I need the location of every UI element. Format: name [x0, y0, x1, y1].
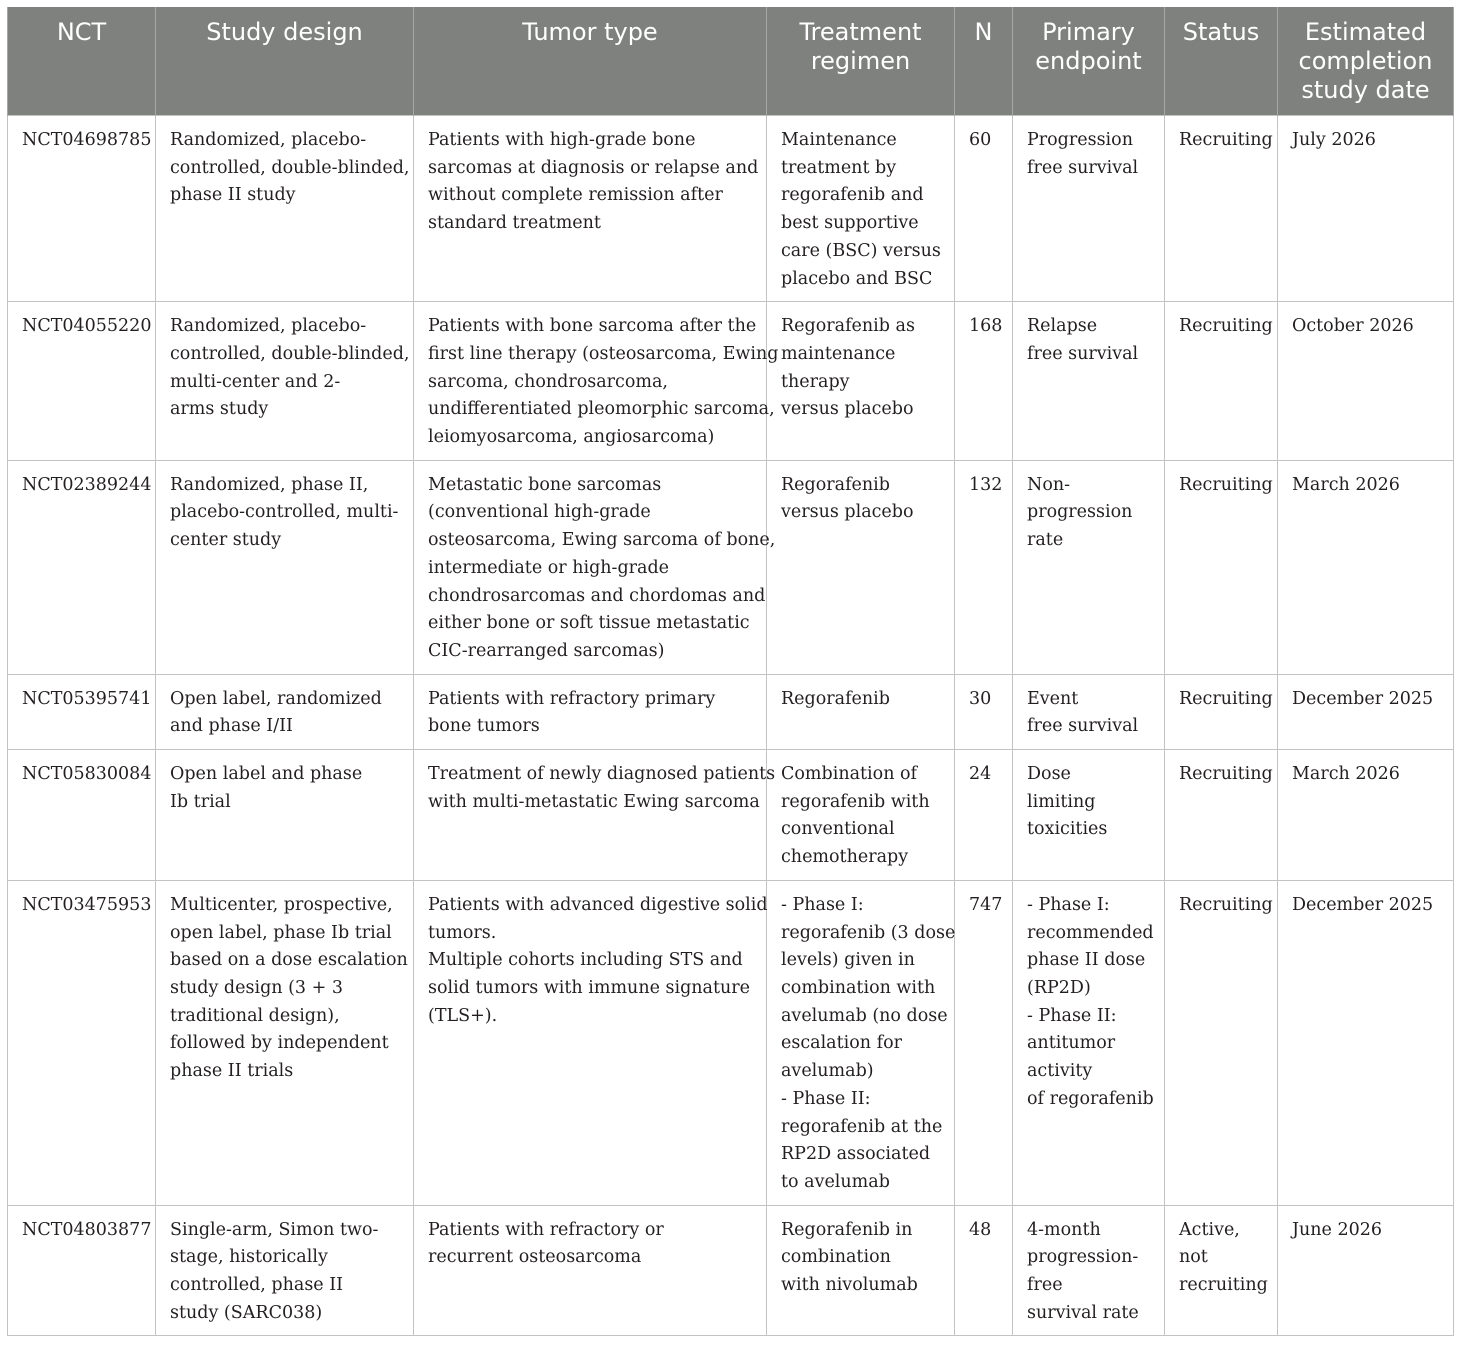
cell-text-line: regorafenib and — [781, 185, 924, 206]
cell-text-line: Regorafenib — [781, 688, 890, 709]
cell-completion-date — [1278, 116, 1454, 302]
table-row — [8, 460, 1454, 674]
cell-primary-endpoint — [1013, 1205, 1165, 1336]
cell-status — [1165, 750, 1278, 881]
cell-tumor-type — [414, 750, 776, 881]
cell-text-line: sarcoma, chondrosarcoma, — [428, 371, 668, 392]
cell-text-line: free survival — [1027, 157, 1139, 178]
cell-text-line: 132 — [969, 474, 1003, 495]
header-primary-endpoint — [1013, 7, 1165, 116]
cell-text-line: conventional — [781, 819, 895, 840]
cell-text-line: avelumab (no dose — [781, 1005, 948, 1026]
cell-n — [955, 116, 1013, 302]
cell-text-line: Multicenter, prospective, — [170, 894, 393, 915]
cell-text-line: Recruiting — [1179, 764, 1273, 785]
cell-tumor-type — [414, 116, 767, 302]
cell-text-line: October 2026 — [1292, 316, 1414, 337]
cell-text-line: regorafenib with — [781, 791, 930, 812]
header-text-line: Treatment — [799, 18, 922, 46]
cell-study-design — [156, 880, 414, 1205]
cell-text-line: Relapse — [1027, 316, 1098, 337]
cell-text-line: and phase I/II — [170, 716, 293, 737]
cell-text-line: 747 — [969, 894, 1003, 915]
cell-text-line: of regorafenib — [1027, 1088, 1154, 1109]
header-text-line: completion — [1298, 47, 1433, 75]
cell-text-line: best supportive — [781, 213, 919, 234]
cell-n — [955, 302, 1013, 461]
cell-tumor-type — [414, 460, 776, 674]
cell-treatment-regimen — [767, 302, 955, 461]
cell-text-line: - Phase II: — [781, 1088, 871, 1109]
header-tumor-type — [414, 7, 767, 116]
cell-text-line: intermediate or high-grade — [428, 557, 670, 578]
cell-text-line: combination — [781, 1247, 891, 1268]
header-n — [955, 7, 1013, 116]
header-text-line: study date — [1301, 76, 1430, 104]
cell-text-line: regorafenib at the — [781, 1116, 943, 1137]
cell-text-line: Patients with refractory primary — [428, 688, 716, 709]
table-row — [8, 880, 1454, 1205]
cell-text-line: avelumab) — [781, 1061, 874, 1082]
cell-treatment-regimen — [767, 674, 955, 749]
cell-text-line: Randomized, placebo- — [170, 316, 367, 337]
cell-text-line: - Phase I: — [1027, 894, 1110, 915]
cell-text-line: July 2026 — [1292, 130, 1376, 150]
cell-text-line: (RP2D) — [1027, 977, 1091, 998]
cell-text-line: free survival — [1027, 343, 1139, 364]
cell-text-line: Recruiting — [1179, 894, 1273, 915]
cell-text-line: maintenance — [781, 343, 896, 364]
cell-completion-date — [1278, 460, 1454, 674]
cell-completion-date — [1278, 880, 1454, 1205]
table-row — [8, 750, 1454, 881]
cell-text-line: progression — [1027, 502, 1133, 523]
cell-text-line: NCT04055220 — [22, 316, 152, 337]
cell-text-line: December 2025 — [1292, 688, 1434, 709]
cell-tumor-type — [414, 302, 779, 461]
cell-text-line: followed by independent — [170, 1033, 389, 1054]
cell-text-line: toxicities — [1027, 819, 1108, 840]
cell-text-line: stage, historically — [170, 1247, 328, 1268]
cell-primary-endpoint — [1013, 674, 1165, 749]
cell-nct — [8, 116, 156, 302]
cell-nct — [8, 880, 156, 1205]
cell-text-line: free survival — [1027, 716, 1139, 737]
cell-completion-date — [1278, 302, 1454, 461]
header-text-line: N — [974, 18, 993, 46]
cell-text-line: 30 — [969, 688, 992, 709]
cell-text-line: multi-center and 2- — [170, 371, 341, 392]
cell-text-line: free — [1027, 1275, 1063, 1296]
header-row — [8, 7, 1454, 116]
cell-text-line: Randomized, phase II, — [170, 474, 369, 495]
cell-text-line: NCT02389244 — [22, 474, 152, 495]
cell-status — [1165, 674, 1278, 749]
cell-text-line: controlled, phase II — [170, 1275, 344, 1296]
cell-text-line: Event — [1027, 688, 1079, 709]
cell-text-line: placebo-controlled, multi- — [170, 502, 399, 523]
header-status — [1165, 7, 1278, 116]
cell-treatment-regimen — [767, 1205, 955, 1336]
cell-text-line: June 2026 — [1292, 1219, 1383, 1240]
cell-treatment-regimen — [767, 750, 955, 881]
cell-text-line: Recruiting — [1179, 474, 1273, 495]
cell-text-line: Ib trial — [170, 791, 231, 812]
cell-status — [1165, 302, 1278, 461]
cell-text-line: Multiple cohorts including STS and — [428, 950, 743, 971]
cell-text-line: undifferentiated pleomorphic sarcoma, — [428, 399, 775, 420]
cell-treatment-regimen — [767, 460, 955, 674]
cell-primary-endpoint — [1013, 750, 1165, 881]
cell-text-line: sarcomas at diagnosis or relapse and — [428, 157, 759, 178]
cell-text-line: phase II study — [170, 185, 296, 206]
cell-text-line: Maintenance — [781, 130, 897, 150]
cell-text-line: Progression — [1027, 130, 1133, 150]
cell-text-line: traditional design), — [170, 1005, 340, 1026]
cell-text-line: Active, — [1179, 1219, 1240, 1240]
cell-status — [1165, 880, 1278, 1205]
table-row — [8, 1205, 1454, 1336]
header-text-line: Study design — [206, 18, 363, 46]
cell-text-line: 168 — [969, 316, 1003, 337]
cell-text-line: not — [1179, 1247, 1208, 1268]
table-row — [8, 674, 1454, 749]
table-body — [8, 116, 1454, 1336]
cell-text-line: chondrosarcomas and chordomas and — [428, 585, 766, 606]
cell-text-line: - Phase I: — [781, 894, 864, 915]
cell-text-line: either bone or soft tissue metastatic — [428, 613, 750, 634]
cell-text-line: with multi-metastatic Ewing sarcoma — [428, 791, 760, 812]
cell-nct — [8, 674, 156, 749]
cell-text-line: open label, phase Ib trial — [170, 922, 392, 943]
cell-nct — [8, 750, 156, 881]
table-header — [8, 7, 1454, 116]
cell-n — [955, 880, 1013, 1205]
cell-text-line: March 2026 — [1292, 764, 1400, 785]
cell-text-line: escalation for — [781, 1033, 902, 1054]
cell-text-line: controlled, double-blinded, — [170, 157, 410, 178]
cell-text-line: versus placebo — [781, 399, 914, 420]
cell-status — [1165, 1205, 1278, 1336]
header-text-line: Status — [1182, 18, 1260, 46]
header-study-design — [156, 7, 414, 116]
cell-tumor-type — [414, 674, 767, 749]
header-text-line: endpoint — [1035, 47, 1142, 75]
cell-tumor-type — [414, 880, 767, 1205]
header-completion-date — [1278, 7, 1454, 116]
cell-text-line: versus placebo — [781, 502, 914, 523]
cell-study-design — [156, 302, 414, 461]
cell-text-line: Patients with advanced digestive solid — [428, 894, 768, 915]
cell-completion-date — [1278, 674, 1454, 749]
cell-text-line: antitumor — [1027, 1033, 1116, 1054]
cell-n — [955, 674, 1013, 749]
cell-text-line: study (SARC038) — [170, 1302, 323, 1323]
cell-text-line: RP2D associated — [781, 1144, 931, 1165]
cell-text-line: Recruiting — [1179, 130, 1273, 150]
cell-text-line: with nivolumab — [781, 1275, 918, 1296]
cell-text-line: treatment by — [781, 157, 897, 178]
cell-text-line: recruiting — [1179, 1275, 1268, 1296]
cell-text-line: controlled, double-blinded, — [170, 343, 410, 364]
cell-text-line: Patients with bone sarcoma after the — [428, 316, 757, 337]
cell-text-line: activity — [1027, 1061, 1093, 1082]
cell-text-line: March 2026 — [1292, 474, 1400, 495]
cell-treatment-regimen — [767, 116, 955, 302]
cell-text-line: Regorafenib as — [781, 316, 915, 337]
cell-text-line: Randomized, placebo- — [170, 130, 367, 150]
cell-nct — [8, 460, 156, 674]
cell-text-line: - Phase II: — [1027, 1005, 1117, 1026]
cell-primary-endpoint — [1013, 880, 1165, 1205]
cell-text-line: NCT03475953 — [22, 894, 152, 915]
cell-text-line: Open label, randomized — [170, 688, 382, 709]
cell-n — [955, 460, 1013, 674]
cell-n — [955, 1205, 1013, 1336]
cell-text-line: leiomyosarcoma, angiosarcoma) — [428, 427, 715, 448]
cell-study-design — [156, 674, 414, 749]
cell-nct — [8, 1205, 156, 1336]
cell-text-line: CIC-rearranged sarcomas) — [428, 640, 665, 661]
cell-text-line: Metastatic bone sarcomas — [428, 474, 662, 495]
cell-primary-endpoint — [1013, 460, 1165, 674]
cell-text-line: study design (3 + 3 — [170, 977, 343, 998]
header-treatment-regimen — [767, 7, 955, 116]
cell-text-line: care (BSC) versus — [781, 240, 941, 261]
cell-text-line: placebo and BSC — [781, 268, 933, 289]
cell-text-line: progression- — [1027, 1247, 1139, 1268]
cell-text-line: NCT04803877 — [22, 1219, 152, 1240]
cell-text-line: phase II dose — [1027, 950, 1146, 971]
cell-text-line: Open label and phase — [170, 764, 363, 785]
table-row — [8, 302, 1454, 461]
cell-text-line: Regorafenib in — [781, 1219, 913, 1240]
cell-text-line: first line therapy (osteosarcoma, Ewing — [428, 343, 779, 364]
cell-study-design — [156, 460, 414, 674]
table-row — [8, 116, 1454, 302]
cell-text-line: chemotherapy — [781, 847, 909, 868]
cell-text-line: recurrent osteosarcoma — [428, 1247, 642, 1268]
cell-text-line: NCT05395741 — [22, 688, 152, 709]
cell-text-line: bone tumors — [428, 716, 540, 737]
cell-text-line: recommended — [1027, 922, 1154, 943]
header-text-line: Primary — [1042, 18, 1135, 46]
cell-n — [955, 750, 1013, 881]
cell-text-line: Non- — [1027, 474, 1071, 495]
cell-text-line: based on a dose escalation — [170, 950, 408, 971]
cell-text-line: Single-arm, Simon two- — [170, 1219, 379, 1240]
cell-text-line: (TLS+). — [428, 1005, 498, 1026]
header-text-line: Tumor type — [522, 18, 658, 46]
cell-text-line: survival rate — [1027, 1302, 1139, 1323]
cell-treatment-regimen — [767, 880, 955, 1205]
cell-text-line: NCT05830084 — [22, 764, 152, 785]
cell-text-line: December 2025 — [1292, 894, 1434, 915]
cell-text-line: regorafenib (3 dose — [781, 922, 956, 943]
cell-text-line: Recruiting — [1179, 688, 1273, 709]
cell-completion-date — [1278, 1205, 1454, 1336]
cell-study-design — [156, 1205, 414, 1336]
cell-study-design — [156, 116, 414, 302]
cell-text-line: Combination of — [781, 764, 918, 785]
cell-text-line: Patients with high-grade bone — [428, 130, 696, 150]
cell-text-line: phase II trials — [170, 1061, 294, 1082]
cell-status — [1165, 460, 1278, 674]
cell-text-line: 24 — [969, 764, 992, 785]
cell-text-line: without complete remission after — [428, 185, 723, 206]
cell-text-line: (conventional high-grade — [428, 502, 651, 523]
cell-primary-endpoint — [1013, 302, 1165, 461]
cell-text-line: Patients with refractory or — [428, 1219, 664, 1240]
cell-text-line: rate — [1027, 530, 1064, 551]
header-text-line: Estimated — [1304, 18, 1427, 46]
cell-text-line: tumors. — [428, 922, 497, 943]
cell-status — [1165, 116, 1278, 302]
header-text-line: NCT — [56, 18, 107, 46]
cell-text-line: osteosarcoma, Ewing sarcoma of bone, — [428, 530, 776, 551]
header-nct — [8, 7, 156, 116]
cell-text-line: solid tumors with immune signature — [428, 977, 751, 998]
cell-text-line: 60 — [969, 130, 992, 150]
cell-nct — [8, 302, 156, 461]
cell-text-line: arms study — [170, 399, 269, 420]
cell-text-line: Treatment of newly diagnosed patients — [428, 764, 776, 785]
cell-completion-date — [1278, 750, 1454, 881]
cell-text-line: combination with — [781, 977, 936, 998]
cell-text-line: 4-month — [1027, 1219, 1101, 1240]
cell-text-line: levels) given in — [781, 950, 915, 971]
cell-text-line: to avelumab — [781, 1171, 890, 1192]
cell-text-line: Recruiting — [1179, 316, 1273, 337]
cell-tumor-type — [414, 1205, 767, 1336]
cell-primary-endpoint — [1013, 116, 1165, 302]
cell-text-line: NCT04698785 — [22, 130, 152, 150]
cell-text-line: Regorafenib — [781, 474, 890, 495]
cell-text-line: standard treatment — [428, 213, 601, 234]
cell-text-line: 48 — [969, 1219, 992, 1240]
cell-text-line: therapy — [781, 371, 850, 392]
cell-text-line: limiting — [1027, 791, 1096, 812]
header-text-line: regimen — [810, 47, 911, 75]
clinical-trials-table — [7, 7, 1454, 1336]
cell-study-design — [156, 750, 414, 881]
cell-text-line: Dose — [1027, 764, 1071, 785]
cell-text-line: center study — [170, 530, 282, 551]
